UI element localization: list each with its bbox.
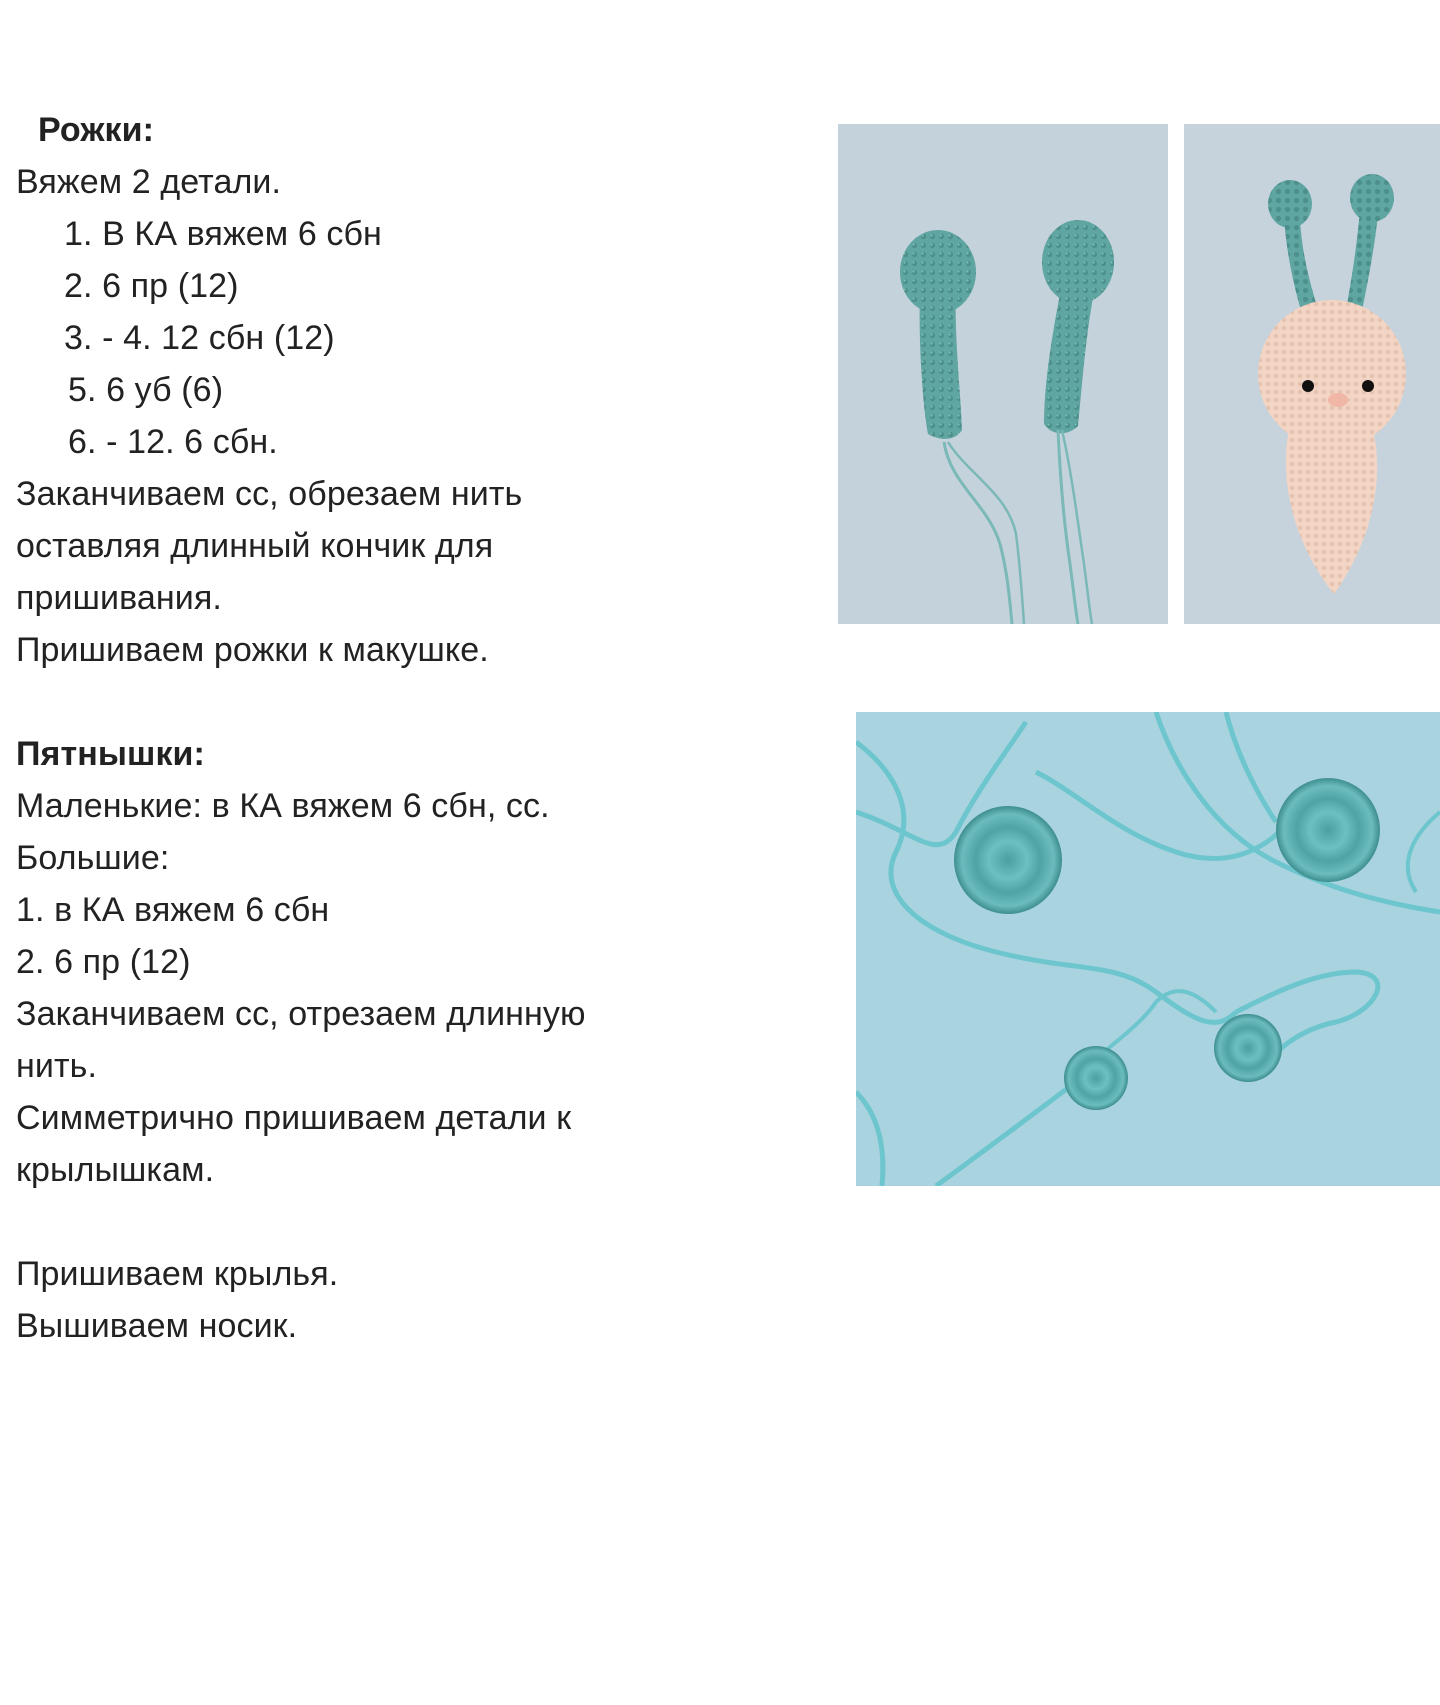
spots-finish-line-1: Заканчиваем сс, отрезаем длинную <box>16 995 586 1033</box>
spots-image <box>856 712 1440 1186</box>
toy-image <box>1184 124 1440 624</box>
horns-step-5: 6. - 12. 6 сбн. <box>68 423 278 461</box>
instructions-text <box>16 104 656 1352</box>
spots-step-2: 2. 6 пр (12) <box>16 943 191 981</box>
horns-image <box>838 124 1168 624</box>
section-gap <box>16 676 656 728</box>
horns-step-1: 1. В КА вяжем 6 сбн <box>64 215 382 253</box>
horns-intro: Вяжем 2 детали. <box>16 163 282 201</box>
spots-step-1: 1. в КА вяжем 6 сбн <box>16 891 330 929</box>
final-wings: Пришиваем крылья. <box>16 1255 339 1293</box>
horns-photo <box>838 124 1168 624</box>
spots-finish-line-2: нить. <box>16 1047 98 1085</box>
horns-step-4: 5. 6 уб (6) <box>68 371 224 409</box>
spots-large-label: Большие: <box>16 839 170 877</box>
section-gap <box>16 1196 656 1248</box>
spots-photo <box>856 712 1440 1186</box>
horns-step-2: 2. 6 пр (12) <box>64 267 239 305</box>
horns-finish-line-3: пришивания. <box>16 579 222 617</box>
photo-background <box>856 712 1440 1186</box>
toy-photo <box>1184 124 1440 624</box>
spots-small: Маленькие: в КА вяжем 6 сбн, сс. <box>16 787 550 825</box>
small-spot <box>1064 1046 1128 1110</box>
small-spot <box>1214 1014 1282 1082</box>
spots-heading: Пятнышки: <box>16 735 205 773</box>
final-nose: Вышиваем носик. <box>16 1307 298 1345</box>
large-spot <box>1276 778 1380 882</box>
large-spot <box>954 806 1062 914</box>
horns-heading: Рожки: <box>38 111 155 149</box>
spots-attach-line-1: Симметрично пришиваем детали к <box>16 1099 572 1137</box>
horns-finish-line-1: Заканчиваем сс, обрезаем нить <box>16 475 523 513</box>
spots-attach-line-2: крылышкам. <box>16 1151 215 1189</box>
horns-finish-line-2: оставляя длинный кончик для <box>16 527 494 565</box>
photo-background <box>838 124 1168 624</box>
horns-step-3: 3. - 4. 12 сбн (12) <box>64 319 335 357</box>
horns-attach: Пришиваем рожки к макушке. <box>16 631 489 669</box>
